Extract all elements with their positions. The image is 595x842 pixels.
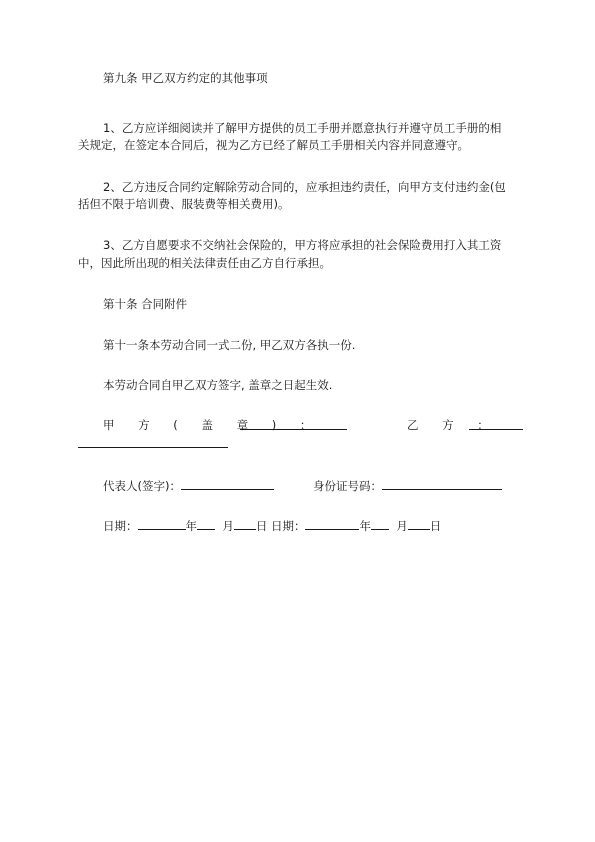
party-b-signature-underline-cont[interactable]	[78, 436, 228, 448]
article-9-item-1-line-1: 1、乙方应详细阅读并了解甲方提供的员工手册并愿意执行并遵守员工手册的相	[103, 121, 502, 135]
date-a-day-label: 日	[255, 519, 268, 533]
party-a-signature-line[interactable]	[240, 418, 347, 433]
article-11-text: 第十一条本劳动合同一式二份, 甲乙双方各执一份.	[103, 338, 356, 352]
date-b-year-label: 年	[359, 519, 371, 533]
id-number-underline[interactable]	[382, 478, 502, 490]
date-a-year-underline[interactable]	[138, 518, 186, 530]
date-a-month-label: 月	[222, 519, 234, 533]
date-a-label: 日期：	[103, 519, 138, 533]
article-9-item-3-line-1: 3、乙方自愿要求不交纳社会保险的，甲方将应承担的社会保险费用打入其工资	[103, 238, 502, 252]
party-b-signature-underline[interactable]	[469, 418, 523, 430]
party-b-label-text: 乙 方 ：	[407, 418, 499, 432]
date-a-month-underline[interactable]	[197, 518, 215, 530]
party-b-signature-line-cont[interactable]	[78, 436, 228, 451]
representative-row	[103, 478, 274, 493]
article-9-heading: 第九条 甲乙双方约定的其他事项	[103, 71, 268, 85]
date-b-label: 日期：	[270, 519, 306, 533]
date-b-year-underline[interactable]	[305, 518, 359, 530]
party-a-label-text: 甲 方 ( 盖 章 ) ：	[103, 418, 322, 432]
representative-label: 代表人(签字)：	[103, 479, 181, 493]
article-10-heading: 第十条 合同附件	[103, 297, 188, 311]
date-b-month-label: 月	[396, 519, 408, 533]
representative-signature-underline[interactable]	[181, 478, 274, 490]
article-9-item-3-line-2: 中，因此所出现的相关法律责任由乙方自行承担。	[78, 256, 331, 270]
date-b-day-underline[interactable]	[408, 518, 430, 530]
party-b-signature-line[interactable]	[469, 418, 523, 433]
id-number-label: 身份证号码：	[313, 479, 382, 493]
date-a-day-underline[interactable]	[234, 518, 256, 530]
id-number-row	[313, 478, 502, 493]
party-a-signature-underline[interactable]	[240, 418, 347, 430]
article-9-item-2-line-1: 2、乙方违反合同约定解除劳动合同的，应承担违约责任，向甲方支付违约金(包	[103, 180, 506, 194]
date-b-month-underline[interactable]	[371, 518, 389, 530]
effective-clause: 本劳动合同自甲乙双方签字, 盖章之日起生效.	[103, 378, 333, 392]
date-a-year-label: 年	[185, 519, 197, 533]
date-b-day-label: 日	[429, 519, 442, 533]
article-9-item-1-line-2: 关规定，在签定本合同后，视为乙方已经了解员工手册相关内容并同意遵守。	[78, 138, 469, 152]
article-9-item-2-line-2: 括但不限于培训费、服装费等相关费用)。	[78, 197, 290, 211]
date-row	[103, 518, 441, 533]
